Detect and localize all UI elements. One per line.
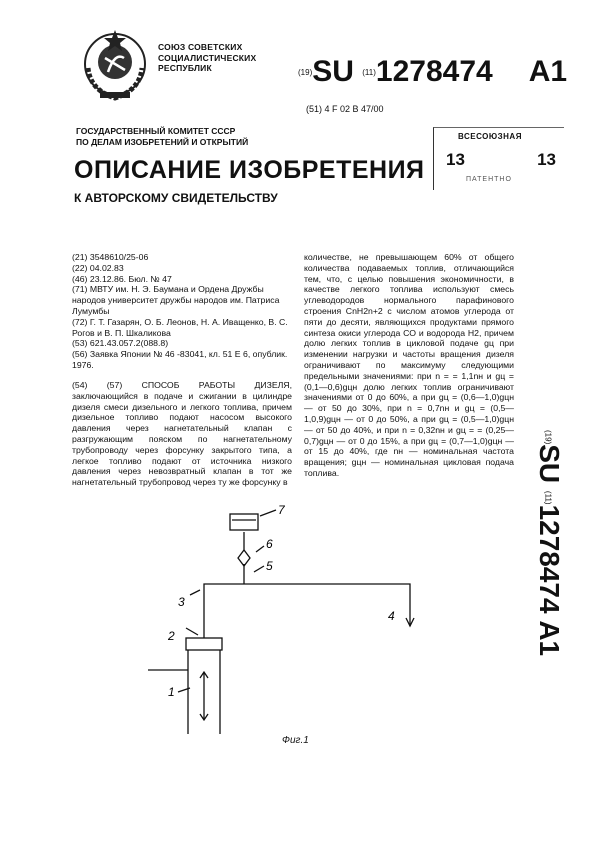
stamp-left: 13 <box>446 150 465 169</box>
code-11: (11) <box>362 68 376 78</box>
biblio-22: (22) 04.02.83 <box>72 262 124 273</box>
library-stamp <box>433 127 564 190</box>
document-title: ОПИСАНИЕ ИЗОБРЕТЕНИЯ <box>74 156 425 184</box>
biblio-21: (21) 3548610/25-06 <box>72 252 149 262</box>
stamp-right: 13 <box>537 150 556 169</box>
code-19: (19) <box>298 68 313 78</box>
committee <box>76 126 248 147</box>
union-name <box>158 42 256 74</box>
abstract-text: (54) (57) СПОСОБ РАБОТЫ ДИЗЕЛЯ, заключающийся в подаче и сжигании в цилиндре дизеля смеси дизельного и легкого топлива, причем дизельное топливо подают насосом высокого давления через нагнетательный клапан с разгружающим пояском по нагнетательному трубопроводу через форсунку закрытого типа, а легкое топливо подают от источника низкого давления через невозвратный клапан в тот же нагнетательный трубопровод через ту же форсунку в <box>72 380 292 488</box>
biblio-71: (71) МВТУ им. Н. Э. Баумана и Ордена Дружбы народов университет дружбы народов им. Патриса Лумумбы <box>72 284 280 316</box>
stamp-line-1: ВСЕСОЮЗНАЯ <box>458 132 522 141</box>
union-line-2: СОЦИАЛИСТИЧЕСКИХ <box>158 52 257 63</box>
kind-code: A1 <box>528 55 568 88</box>
figure-1-diagram <box>148 502 448 764</box>
figure-label-1: 1 <box>168 685 175 699</box>
figure-label-2: 2 <box>168 629 175 643</box>
committee-line-1: ГОСУДАРСТВЕННЫЙ КОМИТЕТ СССР <box>76 126 236 136</box>
biblio-56: (56) Заявка Японии № 46 -83041, кл. 51 Е 6, опублик. 1976. <box>72 349 288 370</box>
biblio-46: (46) 23.12.86. Бюл. № 47 <box>72 273 172 284</box>
figure-label-5: 5 <box>266 559 273 573</box>
figure-label-7: 7 <box>278 503 285 517</box>
document-subtitle: К АВТОРСКОМУ СВИДЕТЕЛЬСТВУ <box>74 191 278 205</box>
claim-text: количестве, не превышающем 60% от общего количества подаваемых топлив, отличающийся тем, что, с целью повышения экономичности, в качестве легкого топлива используют смесь углеводородов нормального парафинового строения CnH2n+2 с числом атомов углерода от пяти до десяти, являющихся продуктами прямого синтеза окиси углерода СО и водорода H2, причем долю легких топлив в цикловой подаче gц при изменении нагрузки и частоты вращения дизеля ограничивают по максимуму следующими предельными значениями: при n = = 1,1nн и gц = (0,1—0,6)gцн долю легких топлив ограничивают значениями от 0 до 60%, а при gц = (0,6—1,0)gцн — от 50 до 30%, при n = 0,7nн и gц = (0,5—1,0,9)gцн — от 0 до 50%, а при gц = (0,5—1,0)gцн — от 50 до 40%, и при n = 0,32nн и gц = = (0,25—0,7)gцн — от 0 до 15%, а при gц = (0,7—1,0)gцн — от 15 до 40%, где nн — номинальная частота вращения; gцн — номинальная цикловая подача топлива. <box>304 252 514 478</box>
side-number: 1278474 <box>534 504 565 614</box>
side-kind: A1 <box>534 620 565 657</box>
biblio-53: (53) 621.43.057.2(088.8) <box>72 338 169 349</box>
country-code: SU <box>312 55 354 88</box>
bibliographic-data <box>72 252 294 371</box>
union-line-1: СОЮЗ СОВЕТСКИХ <box>158 42 243 52</box>
side-code-19: (19) <box>543 430 553 445</box>
ipc-class: (51) 4 F 02 B 47/00 <box>306 104 384 114</box>
publication-number <box>298 56 567 89</box>
ussr-emblem-icon <box>78 28 152 104</box>
union-line-3: РЕСПУБЛИК <box>158 63 212 73</box>
figure-label-6: 6 <box>266 537 273 551</box>
figure-label-4: 4 <box>388 609 395 623</box>
side-code-11: (11) <box>543 490 553 505</box>
figure-caption: Фиг.1 <box>282 735 309 746</box>
patent-number: 1278474 <box>375 55 493 88</box>
figure-label-3: 3 <box>178 595 185 609</box>
stamp-line-3: ПАТЕНТНО <box>466 176 512 183</box>
committee-line-2: ПО ДЕЛАМ ИЗОБРЕТЕНИЙ И ОТКРЫТИЙ <box>76 136 249 147</box>
side-country: SU <box>534 444 565 484</box>
biblio-72: (72) Г. Т. Газарян, О. Б. Леонов, Н. А. Иващенко, В. С. Рогов и В. П. Шкаликова <box>72 316 288 338</box>
side-publication-number <box>529 430 569 690</box>
